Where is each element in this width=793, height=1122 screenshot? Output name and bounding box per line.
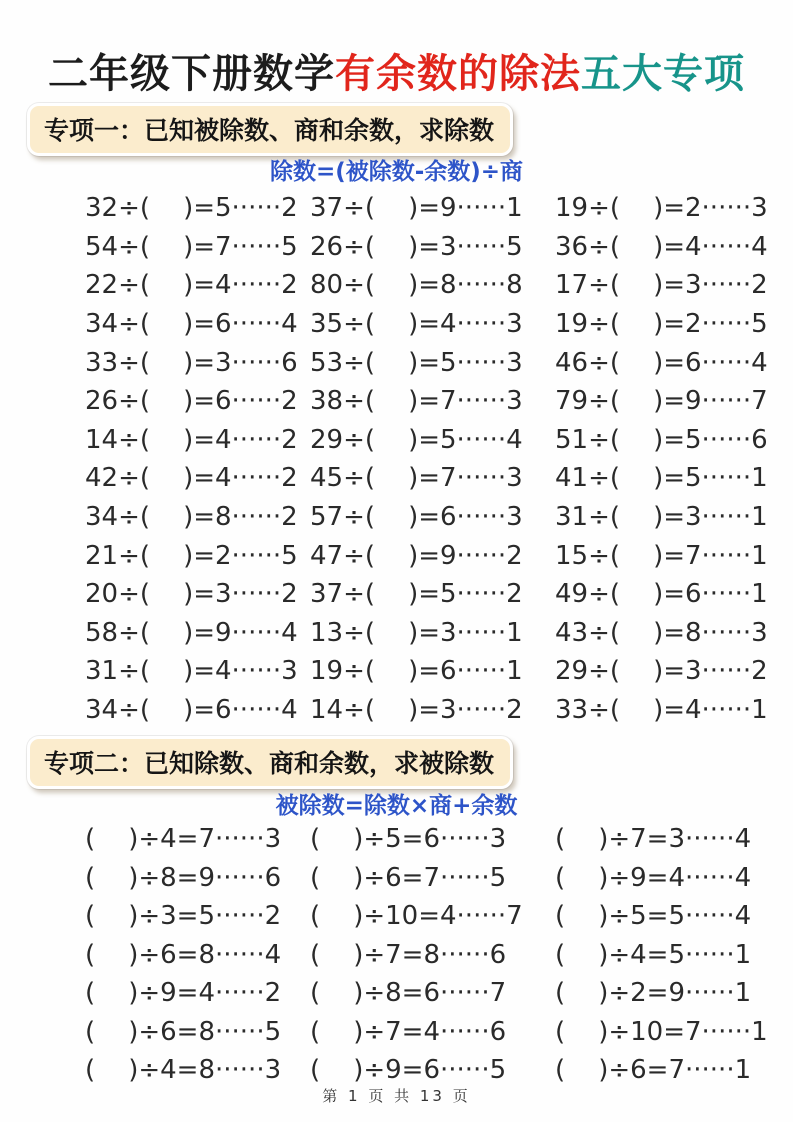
equation: 38÷( )=7······3: [310, 386, 523, 417]
equation: 41÷( )=5······1: [555, 463, 768, 494]
equation: 22÷( )=4······2: [85, 270, 298, 301]
equation: 57÷( )=6······3: [310, 502, 523, 533]
equation: 14÷( )=3······2: [310, 695, 523, 726]
equation: ( )÷4=5······1: [555, 939, 752, 970]
equation: ( )÷9=4······4: [555, 862, 752, 893]
equation: 20÷( )=3······2: [85, 579, 298, 610]
equation: ( )÷8=9······6: [85, 862, 282, 893]
equation: 33÷( )=4······1: [555, 695, 768, 726]
equation: 45÷( )=7······3: [310, 463, 523, 494]
equation: ( )÷6=8······5: [85, 1016, 282, 1047]
section1-header: 专项一：已知被除数、商和余数，求除数: [27, 103, 513, 156]
equation: 31÷( )=4······3: [85, 656, 298, 687]
equation: 37÷( )=9······1: [310, 193, 523, 224]
equation: 15÷( )=7······1: [555, 540, 768, 571]
equation: 21÷( )=2······5: [85, 540, 298, 571]
equation: ( )÷7=3······4: [555, 824, 752, 855]
equation: ( )÷7=8······6: [310, 939, 507, 970]
equation: 26÷( )=3······5: [310, 231, 523, 262]
equation: ( )÷2=9······1: [555, 978, 752, 1009]
section2-formula: 被除数=除数×商+余数: [275, 793, 518, 819]
equation: 14÷( )=4······2: [85, 424, 298, 455]
equation: 34÷( )=6······4: [85, 309, 298, 340]
equation: 42÷( )=4······2: [85, 463, 298, 494]
equation: 80÷( )=8······8: [310, 270, 523, 301]
equation: 34÷( )=6······4: [85, 695, 298, 726]
equation: 36÷( )=4······4: [555, 231, 768, 262]
equation: 54÷( )=7······5: [85, 231, 298, 262]
equation: 49÷( )=6······1: [555, 579, 768, 610]
equation: 46÷( )=6······4: [555, 347, 768, 378]
equation: 53÷( )=5······3: [310, 347, 523, 378]
equation: 35÷( )=4······3: [310, 309, 523, 340]
section2-grid: [85, 820, 768, 1090]
title-part-teal: 五大专项: [581, 51, 745, 97]
equation: 34÷( )=8······2: [85, 502, 298, 533]
page-number: 第 1 页 共 13 页: [322, 1087, 471, 1105]
equation: ( )÷8=6······7: [310, 978, 507, 1009]
equation: ( )÷6=7······5: [310, 862, 507, 893]
equation: ( )÷9=4······2: [85, 978, 282, 1009]
equation: ( )÷4=7······3: [85, 824, 282, 855]
equation: 43÷( )=8······3: [555, 617, 768, 648]
equation: 51÷( )=5······6: [555, 424, 768, 455]
equation: ( )÷9=6······5: [310, 1055, 507, 1086]
equation: ( )÷7=4······6: [310, 1016, 507, 1047]
equation: 19÷( )=2······5: [555, 309, 768, 340]
equation: ( )÷4=8······3: [85, 1055, 282, 1086]
equation: ( )÷10=4······7: [310, 901, 523, 932]
equation: 19÷( )=2······3: [555, 193, 768, 224]
equation: 13÷( )=3······1: [310, 617, 523, 648]
equation: ( )÷5=5······4: [555, 901, 752, 932]
equation: ( )÷5=6······3: [310, 824, 507, 855]
section2-header: 专项二：已知除数、商和余数，求被除数: [27, 736, 513, 789]
equation: 79÷( )=9······7: [555, 386, 768, 417]
equation: ( )÷6=7······1: [555, 1055, 752, 1086]
equation: ( )÷6=8······4: [85, 939, 282, 970]
equation: 29÷( )=5······4: [310, 424, 523, 455]
section1-grid: [85, 189, 768, 729]
equation: 58÷( )=9······4: [85, 617, 298, 648]
equation: 47÷( )=9······2: [310, 540, 523, 571]
equation: 29÷( )=3······2: [555, 656, 768, 687]
equation: 26÷( )=6······2: [85, 386, 298, 417]
page-title: [0, 42, 793, 99]
equation: 32÷( )=5······2: [85, 193, 298, 224]
section1-formula: 除数=(被除数-余数)÷商: [269, 159, 524, 185]
equation: 17÷( )=3······2: [555, 270, 768, 301]
title-part-black: 二年级下册数学: [48, 51, 335, 97]
equation: ( )÷10=7······1: [555, 1016, 768, 1047]
equation: ( )÷3=5······2: [85, 901, 282, 932]
equation: 31÷( )=3······1: [555, 502, 768, 533]
equation: 37÷( )=5······2: [310, 579, 523, 610]
equation: 19÷( )=6······1: [310, 656, 523, 687]
equation: 33÷( )=3······6: [85, 347, 298, 378]
title-part-red: 有余数的除法: [335, 51, 581, 97]
